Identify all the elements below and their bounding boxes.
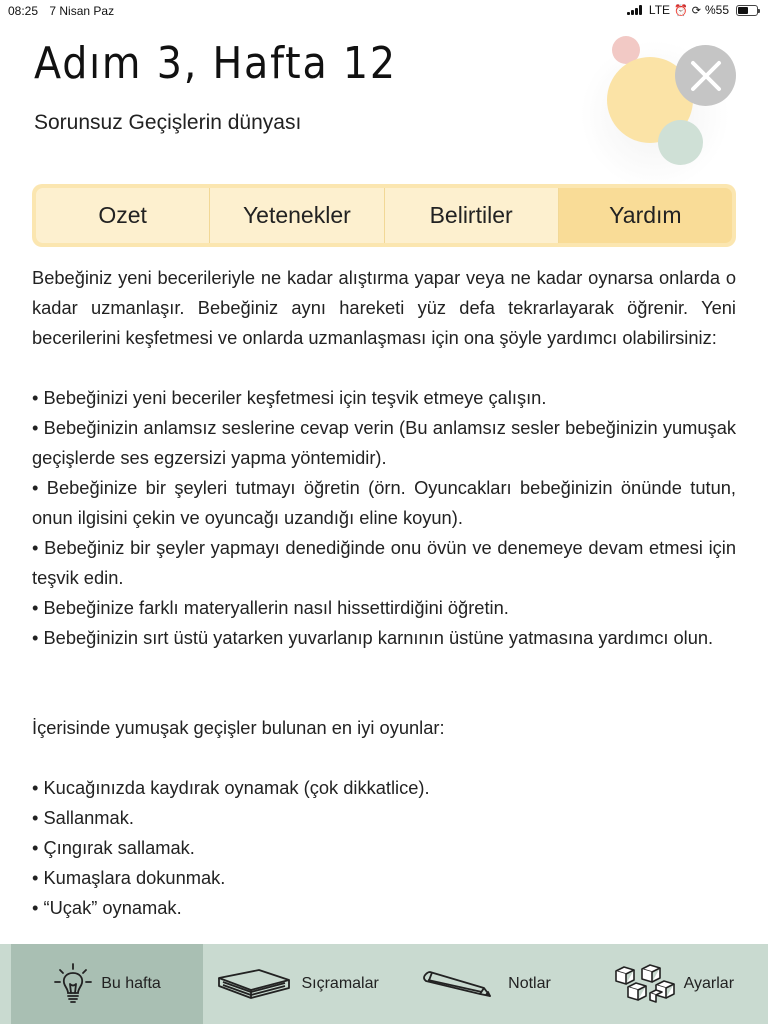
status-date: 7 Nisan Paz <box>49 4 115 18</box>
close-button[interactable] <box>675 45 736 106</box>
tips-list <box>32 383 736 653</box>
nav-label: Bu hafta <box>101 975 161 992</box>
tab-belirtiler[interactable] <box>384 188 558 243</box>
page-subtitle: Sorunsuz Geçişlerin dünyası <box>34 111 302 134</box>
page-title: Adım 3, Hafta 12 <box>34 38 397 89</box>
rotation-lock-icon: ⟳ <box>691 4 701 17</box>
list-item: • “Uçak” oynamak. <box>32 893 736 923</box>
list-item: • Bebeğinizi yeni beceriler keşfetmesi için teşvik etmeye çalışın. <box>32 383 736 413</box>
list-item: • Çıngırak sallamak. <box>32 833 736 863</box>
nav-bu-hafta[interactable] <box>11 944 203 1024</box>
tab-yetenekler[interactable] <box>209 188 383 243</box>
nav-notlar[interactable] <box>391 944 579 1024</box>
network-label: LTE <box>648 3 671 17</box>
battery-percent: %55 <box>704 3 729 17</box>
status-left <box>8 4 122 18</box>
tab-label: Yetenekler <box>242 202 351 228</box>
signal-icon <box>627 5 642 15</box>
tab-bar <box>32 184 736 247</box>
alarm-icon: ⏰ <box>674 4 688 17</box>
games-list <box>32 773 736 923</box>
intro-paragraph: Bebeğiniz yeni becerileriyle ne kadar alıştırma yapar veya ne kadar oynarsa onlarda o kadar uzmanlaşır. Bebeğiniz aynı hareketi yüz defa tekrarlayarak öğrenir. Yeni becerilerini keşfetmesi ve onlarda uzmanlaşması için ona şöyle yardımcı olabilirsiniz: <box>32 267 736 348</box>
tab-yardim[interactable] <box>558 188 732 243</box>
list-item: • Sallanmak. <box>32 803 736 833</box>
list-item: • Bebeğinize farklı materyallerin nasıl hissettirdiğini öğretin. <box>32 593 736 623</box>
nav-label: Sıçramalar <box>301 975 379 992</box>
pencil-icon <box>420 966 500 1002</box>
status-right <box>627 3 758 17</box>
battery-icon <box>736 5 758 16</box>
nav-label: Ayarlar <box>683 975 735 992</box>
nav-label: Notlar <box>508 975 551 992</box>
nav-ayarlar[interactable] <box>580 944 768 1024</box>
nav-sicramalar[interactable] <box>203 944 391 1024</box>
list-item: • Bebeğinizin anlamsız seslerine cevap verin (Bu anlamsız sesler bebeğinizin yumuşak geçişlerde ses egzersizi yapma yöntemidir). <box>32 413 736 473</box>
status-time: 08:25 <box>8 4 39 18</box>
status-bar <box>0 0 768 22</box>
tab-label: Belirtiler <box>429 202 513 228</box>
tab-ozet[interactable] <box>36 188 209 243</box>
tab-label: Yardım <box>609 202 682 228</box>
list-item: • Kumaşlara dokunmak. <box>32 863 736 893</box>
tab-label: Ozet <box>98 202 147 228</box>
book-icon <box>215 964 293 1004</box>
help-content <box>32 263 736 923</box>
close-icon <box>689 59 723 93</box>
list-item: • Bebeğinize bir şeyleri tutmayı öğretin (örn. Oyuncakları bebeğinizin önünde tutun, onun ilgisini çekin ve oyuncağı uzandığı eline koyun). <box>32 473 736 533</box>
bottom-nav <box>0 944 768 1024</box>
blocks-icon <box>614 963 676 1005</box>
list-item: • Kucağınızda kaydırak oynamak (çok dikkatlice). <box>32 773 736 803</box>
list-item: • Bebeğiniz bir şeyler yapmayı denediğinde onu övün ve denemeye devam etmesi için teşvik edin. <box>32 533 736 593</box>
games-heading: İçerisinde yumuşak geçişler bulunan en iyi oyunlar: <box>32 717 445 738</box>
list-item: • Bebeğinizin sırt üstü yatarken yuvarlanıp karnının üstüne yatmasına yardımcı olun. <box>32 623 736 653</box>
battery-level <box>738 7 748 14</box>
decorative-circle-green <box>658 120 703 165</box>
lightbulb-icon <box>53 962 93 1006</box>
